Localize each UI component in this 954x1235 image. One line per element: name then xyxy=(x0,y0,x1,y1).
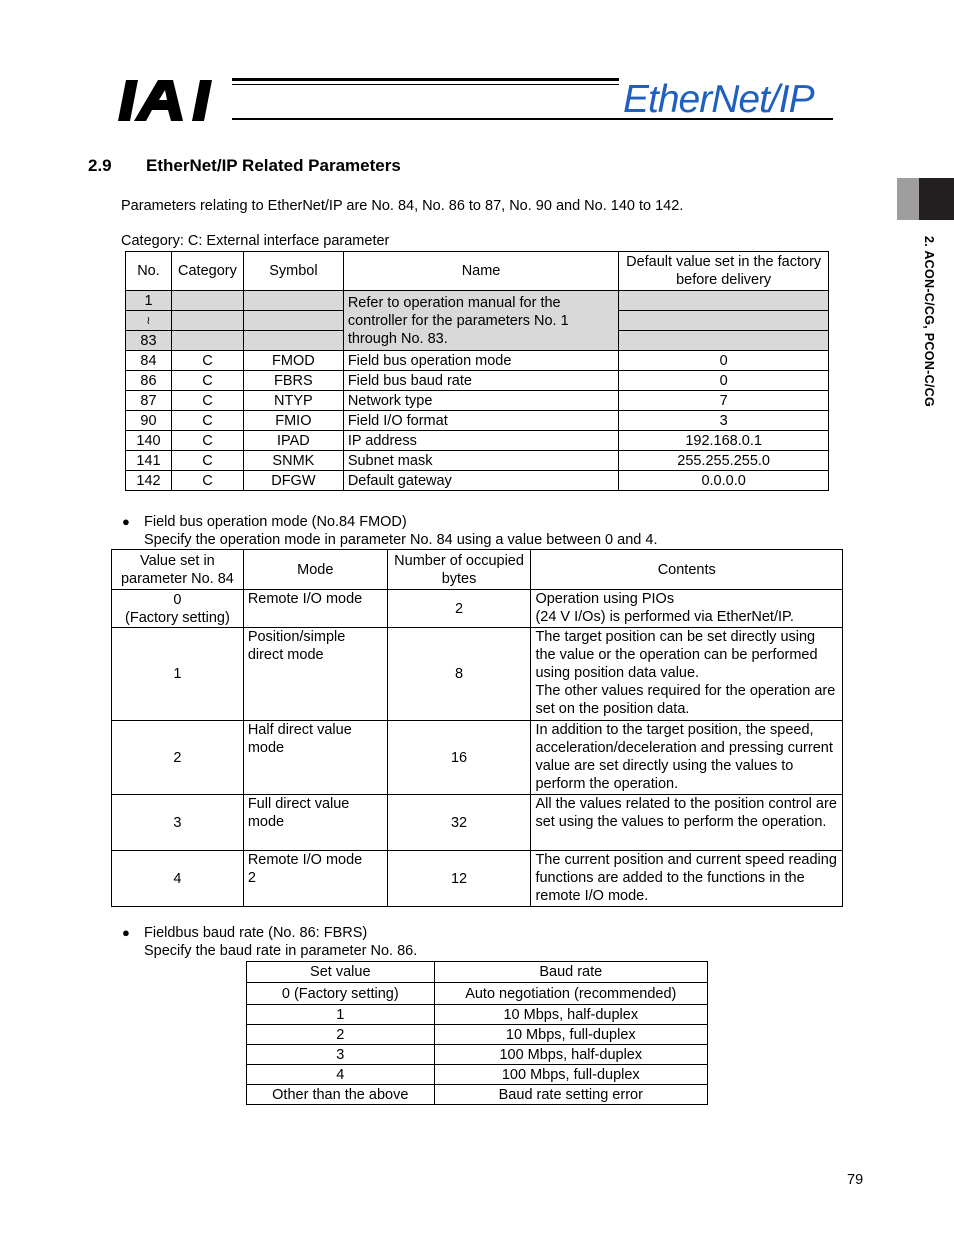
param-cell: 0.0.0.0 xyxy=(619,471,829,491)
mode-cell: Operation using PIOs (24 V I/Os) is performed via EtherNet/IP. xyxy=(531,590,843,628)
range-tilde-cell: ≀ xyxy=(126,311,172,331)
param-cell: 90 xyxy=(126,411,172,431)
param-cell: 87 xyxy=(126,391,172,411)
table-row xyxy=(112,628,843,721)
baud-cell: Other than the above xyxy=(247,1085,435,1105)
param-cell: C xyxy=(171,431,243,451)
empty-cell xyxy=(171,331,243,351)
table-row xyxy=(126,371,829,391)
range-note-cell: Refer to operation manual for the controller for the parameters No. 1 through No. 83. xyxy=(343,291,618,351)
param-cell: NTYP xyxy=(243,391,343,411)
header-cell: Category xyxy=(171,252,243,291)
param-cell: SNMK xyxy=(243,451,343,471)
table-row xyxy=(112,851,843,907)
table-row xyxy=(126,351,829,371)
baud-cell: Baud rate setting error xyxy=(434,1085,707,1105)
mode-cell: 32 xyxy=(387,795,531,851)
operation-mode-table xyxy=(111,549,843,907)
table-row xyxy=(126,291,829,311)
param-cell: 142 xyxy=(126,471,172,491)
category-note: Category: C: External interface parameter xyxy=(121,233,390,249)
param-cell: FMIO xyxy=(243,411,343,431)
mode-cell: Half direct value mode xyxy=(243,721,387,795)
param-cell: 255.255.255.0 xyxy=(619,451,829,471)
empty-cell xyxy=(243,331,343,351)
param-cell: 7 xyxy=(619,391,829,411)
param-cell: 3 xyxy=(619,411,829,431)
table-row xyxy=(126,391,829,411)
header-cell: Contents xyxy=(531,550,843,590)
table-header-row xyxy=(126,252,829,291)
header-cell: Set value xyxy=(247,962,435,983)
mode-cell: 0 (Factory setting) xyxy=(112,590,244,628)
table-row xyxy=(247,1085,708,1105)
param-cell: C xyxy=(171,451,243,471)
header-cell: Name xyxy=(343,252,618,291)
baud-cell: 100 Mbps, full-duplex xyxy=(434,1065,707,1085)
param-cell: 140 xyxy=(126,431,172,451)
table-row xyxy=(112,795,843,851)
mode-cell: The target position can be set directly using the value or the operation can be performed using position data value. The other values required for the operation are set on the position data. xyxy=(531,628,843,721)
section-title: EtherNet/IP Related Parameters xyxy=(146,156,401,175)
header-cell: Value set in parameter No. 84 xyxy=(112,550,244,590)
empty-cell xyxy=(243,291,343,311)
param-cell: 192.168.0.1 xyxy=(619,431,829,451)
mode-cell: 1 xyxy=(112,628,244,721)
mode-cell: 3 xyxy=(112,795,244,851)
param-cell: Default gateway xyxy=(343,471,618,491)
header-cell: No. xyxy=(126,252,172,291)
table-header-row xyxy=(247,962,708,983)
table-header-row xyxy=(112,550,843,590)
intro-paragraph: Parameters relating to EtherNet/IP are No. 84, No. 86 to 87, No. 90 and No. 140 to 142. xyxy=(121,198,684,214)
param-cell: C xyxy=(171,371,243,391)
iai-logo xyxy=(118,78,233,123)
mode-cell: 2 xyxy=(387,590,531,628)
param-cell: Network type xyxy=(343,391,618,411)
parameter-table xyxy=(125,251,829,491)
header-cell: Mode xyxy=(243,550,387,590)
table-row xyxy=(112,721,843,795)
fmod-bullet-desc: Specify the operation mode in parameter No. 84 using a value between 0 and 4. xyxy=(144,532,658,548)
table-row xyxy=(247,1065,708,1085)
table-row xyxy=(112,590,843,628)
fmod-bullet-title: Field bus operation mode (No.84 FMOD) xyxy=(144,514,407,530)
table-row xyxy=(247,1045,708,1065)
mode-cell: 16 xyxy=(387,721,531,795)
baud-cell: 0 (Factory setting) xyxy=(247,983,435,1005)
baud-cell: 2 xyxy=(247,1025,435,1045)
param-cell: C xyxy=(171,391,243,411)
mode-cell: 2 xyxy=(112,721,244,795)
param-cell: DFGW xyxy=(243,471,343,491)
table-row xyxy=(126,451,829,471)
mode-cell: 8 xyxy=(387,628,531,721)
empty-cell xyxy=(171,291,243,311)
empty-cell xyxy=(171,311,243,331)
header-cell: Baud rate xyxy=(434,962,707,983)
baud-cell: Auto negotiation (recommended) xyxy=(434,983,707,1005)
param-cell: 84 xyxy=(126,351,172,371)
table-row xyxy=(126,471,829,491)
table-row xyxy=(247,1025,708,1045)
mode-cell: 4 xyxy=(112,851,244,907)
empty-cell xyxy=(619,291,829,311)
param-cell: Field bus operation mode xyxy=(343,351,618,371)
param-cell: C xyxy=(171,411,243,431)
param-cell: Field bus baud rate xyxy=(343,371,618,391)
baud-rate-table xyxy=(246,961,708,1105)
baud-cell: 3 xyxy=(247,1045,435,1065)
param-cell: 141 xyxy=(126,451,172,471)
empty-cell xyxy=(619,331,829,351)
table-row xyxy=(247,1005,708,1025)
param-cell: Subnet mask xyxy=(343,451,618,471)
param-cell: 0 xyxy=(619,351,829,371)
table-row xyxy=(126,411,829,431)
param-cell: FMOD xyxy=(243,351,343,371)
param-cell: C xyxy=(171,471,243,491)
chapter-side-label: 2. ACON-C/CG, PCON-C/CG xyxy=(922,236,936,408)
fbrs-bullet-desc: Specify the baud rate in parameter No. 86. xyxy=(144,943,418,959)
range-start-cell: 1 xyxy=(126,291,172,311)
header-cell: Symbol xyxy=(243,252,343,291)
side-tab-black xyxy=(919,178,954,220)
empty-cell xyxy=(619,311,829,331)
mode-cell: 12 xyxy=(387,851,531,907)
param-cell: IPAD xyxy=(243,431,343,451)
baud-cell: 10 Mbps, full-duplex xyxy=(434,1025,707,1045)
page-number: 79 xyxy=(847,1172,864,1188)
mode-cell: All the values related to the position control are set using the values to perform the operation. xyxy=(531,795,843,851)
baud-cell: 4 xyxy=(247,1065,435,1085)
header-rule-top xyxy=(232,78,619,81)
mode-cell: In addition to the target position, the speed, acceleration/deceleration and pressing current value are set directly using the values to perform the operation. xyxy=(531,721,843,795)
param-cell: 0 xyxy=(619,371,829,391)
mode-cell: Full direct value mode xyxy=(243,795,387,851)
baud-cell: 10 Mbps, half-duplex xyxy=(434,1005,707,1025)
param-cell: 86 xyxy=(126,371,172,391)
ethernet-ip-brand: EtherNet/IP xyxy=(623,78,814,121)
mode-cell: Remote I/O mode xyxy=(243,590,387,628)
mode-cell: Position/simple direct mode xyxy=(243,628,387,721)
header-cell: Default value set in the factory before delivery xyxy=(619,252,829,291)
mode-cell: The current position and current speed reading functions are added to the functions in the remote I/O mode. xyxy=(531,851,843,907)
baud-cell: 100 Mbps, half-duplex xyxy=(434,1045,707,1065)
param-cell: C xyxy=(171,351,243,371)
section-number: 2.9 xyxy=(88,156,112,175)
header-rule-middle xyxy=(232,84,619,85)
param-cell: Field I/O format xyxy=(343,411,618,431)
param-cell: IP address xyxy=(343,431,618,451)
header-cell: Number of occupied bytes xyxy=(387,550,531,590)
table-row xyxy=(247,983,708,1005)
table-row xyxy=(126,431,829,451)
param-cell: FBRS xyxy=(243,371,343,391)
bullet-icon: ● xyxy=(122,925,130,940)
mode-cell: Remote I/O mode 2 xyxy=(243,851,387,907)
bullet-icon: ● xyxy=(122,514,130,529)
empty-cell xyxy=(243,311,343,331)
side-tab-gray xyxy=(897,178,919,220)
fbrs-bullet-title: Fieldbus baud rate (No. 86: FBRS) xyxy=(144,925,368,941)
baud-cell: 1 xyxy=(247,1005,435,1025)
range-end-cell: 83 xyxy=(126,331,172,351)
